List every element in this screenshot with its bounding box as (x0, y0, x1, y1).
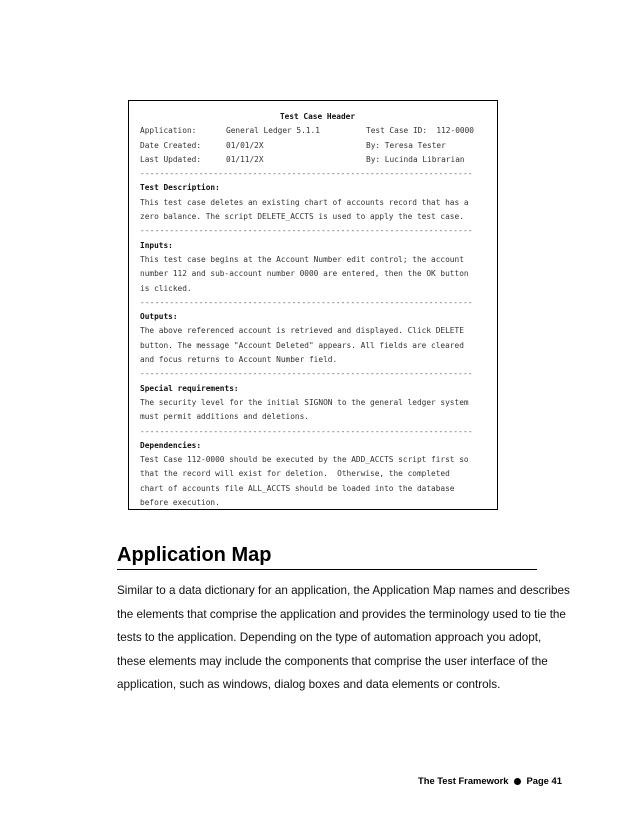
section-line: This test case begins at the Account Number edit control; the account (140, 254, 464, 264)
meta-label: Date Created: (140, 140, 202, 150)
test-case-content (140, 101, 495, 510)
section-label-dependencies: Dependencies: (140, 440, 202, 450)
meta-row-date-created (140, 139, 495, 153)
meta-row-last-updated (140, 153, 495, 167)
paragraph-line: application, such as windows, dialog boxes and data elements or controls. (117, 678, 501, 692)
meta-label: Application: (140, 126, 197, 136)
paragraph-line: these elements may include the components that comprise the user interface of the (117, 654, 548, 668)
meta-value: 01/11/2X (226, 154, 264, 164)
paragraph-line: Similar to a data dictionary for an application, the Application Map names and describes (117, 584, 570, 597)
section-line: and focus returns to Account Number field. (140, 355, 338, 365)
section-line: zero balance. The script DELETE_ACCTS is used to apply the test case. (140, 212, 464, 222)
section-line: must permit additions and deletions. (140, 412, 309, 422)
section-line: is clicked. (140, 283, 192, 293)
paragraph-line: the elements that comprise the application and provides the terminology used to tie the (117, 607, 566, 621)
section-divider: -------------------------------------------------------------------- (140, 426, 473, 436)
section-divider: -------------------------------------------------------------------- (140, 297, 473, 307)
section-line: The above referenced account is retrieved and displayed. Click DELETE (140, 326, 464, 336)
section-label-inputs: Inputs: (140, 240, 173, 250)
section-line: before execution. (140, 498, 220, 508)
meta-row-application (140, 124, 495, 138)
section-line: that the record will exist for deletion. Otherwise, the completed (140, 469, 450, 479)
section-divider: -------------------------------------------------------------------- (140, 226, 473, 236)
section-line: chart of accounts file ALL_ACCTS should be loaded into the database (140, 483, 455, 493)
meta-value: General Ledger 5.1.1 (226, 126, 320, 136)
meta-right: By: Lucinda Librarian (366, 154, 465, 164)
paragraph-line: tests to the application. Depending on the type of automation approach you adopt, (117, 631, 542, 645)
meta-label: Last Updated: (140, 154, 202, 164)
section-heading: Application Map (117, 544, 272, 566)
section-divider: -------------------------------------------------------------------- (140, 369, 473, 379)
section-divider: -------------------------------------------------------------------- (140, 169, 473, 179)
footer-section-title: The Test Framework (418, 775, 509, 786)
meta-value: 01/01/2X (226, 140, 264, 150)
meta-right: By: Teresa Tester (366, 140, 446, 150)
body-paragraph (117, 579, 570, 697)
section-label-special-requirements: Special requirements: (140, 383, 239, 393)
section-label-description: Test Description: (140, 183, 220, 193)
section-label-outputs: Outputs: (140, 312, 178, 322)
section-line: number 112 and sub-account number 0000 are entered, then the OK button (140, 269, 469, 279)
heading-rule (117, 569, 537, 570)
page-number: Page 41 (526, 775, 562, 786)
test-case-title: Test Case Header (279, 112, 356, 121)
section-line: This test case deletes an existing chart of accounts record that has a (140, 197, 469, 207)
test-case-box (128, 100, 498, 510)
bullet-icon (514, 778, 521, 785)
section-line: button. The message "Account Deleted" appears. All fields are cleared (140, 340, 464, 350)
section-line: Test Case 112-0000 should be executed by the ADD_ACCTS script first so (140, 455, 469, 465)
page-footer (418, 773, 578, 789)
section-line: The security level for the initial SIGNON to the general ledger system (140, 397, 469, 407)
meta-right: Test Case ID: 112-0000 (366, 126, 474, 136)
